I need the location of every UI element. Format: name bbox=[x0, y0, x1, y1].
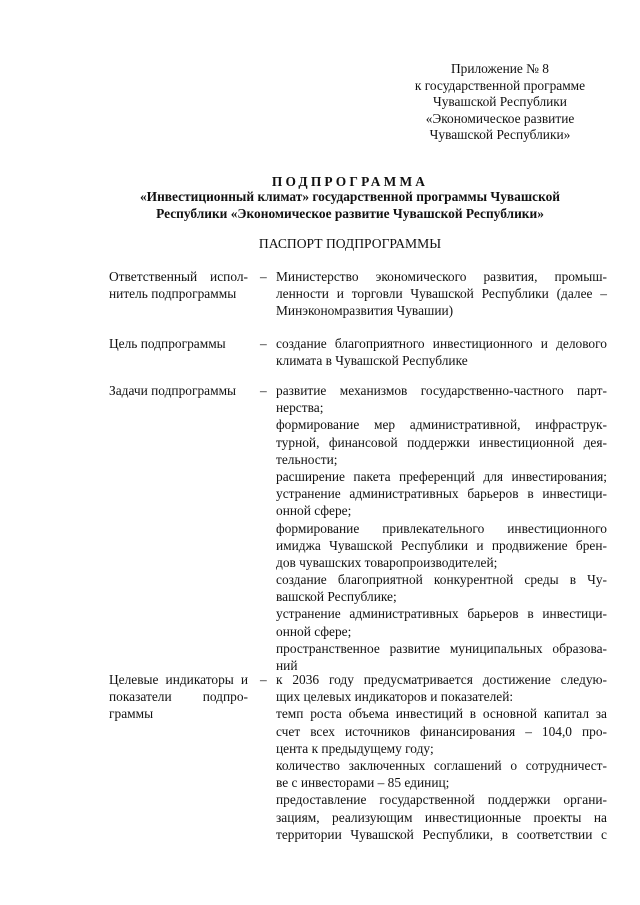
row-label bbox=[109, 268, 248, 302]
annex-line-2: к государственной программе bbox=[414, 77, 586, 93]
content-line: климата в Чувашской Республике bbox=[276, 353, 468, 369]
content-line: пространственное развитие муниципальных образова- bbox=[276, 640, 607, 656]
content-line: дов чувашских товаропроизводителей; bbox=[276, 554, 498, 570]
annex-line-5: Чувашской Республики» bbox=[429, 127, 571, 143]
content-line: имиджа Чувашской Республики и продвижение брен- bbox=[276, 537, 607, 553]
content-line: вашской Республике; bbox=[276, 589, 397, 605]
label-line: нитель подпрограммы bbox=[109, 286, 237, 302]
content-line: турной, финансовой поддержки инвестиционной дея- bbox=[276, 434, 607, 450]
row-content bbox=[276, 335, 607, 369]
content-line: онной сфере; bbox=[276, 503, 352, 519]
content-line: счет всех источников финансирования – 104,0 про- bbox=[276, 723, 607, 739]
content-line: создание благоприятного инвестиционного и делового bbox=[276, 336, 607, 351]
content-line: количество заключенных соглашений о сотрудничест- bbox=[276, 757, 607, 773]
row-content bbox=[276, 382, 607, 674]
row-label bbox=[109, 382, 248, 399]
content-line: тельности; bbox=[276, 451, 338, 467]
content-line: цента к предыдущему году; bbox=[276, 740, 434, 756]
content-line: устранение административных барьеров в инвестици- bbox=[276, 606, 607, 622]
content-line: предоставление государственной поддержки органи- bbox=[276, 792, 607, 808]
row-dash: – bbox=[260, 269, 267, 284]
label-line: граммы bbox=[109, 706, 154, 722]
content-line: Минэкономразвития Чувашии) bbox=[276, 303, 454, 319]
row-content bbox=[276, 268, 607, 320]
row-content bbox=[276, 671, 607, 843]
content-line: расширение пакета преференций для инвестирования; bbox=[276, 468, 607, 484]
annex-line-3: Чувашской Республики bbox=[433, 94, 567, 110]
annex-header bbox=[380, 61, 620, 144]
content-line: Министерство экономического развития, промыш- bbox=[276, 269, 607, 284]
content-line: темп роста объема инвестиций в основной капитал за bbox=[276, 706, 607, 722]
row-dash: – bbox=[260, 672, 267, 687]
content-line: онной сфере; bbox=[276, 623, 352, 639]
content-line: формирование привлекательного инвестиционного bbox=[276, 520, 607, 536]
subprogram-name-line-1: «Инвестиционный климат» государственной программы Чувашской bbox=[139, 189, 561, 204]
content-line: к 2036 году предусматривается достижение следую- bbox=[276, 672, 607, 687]
annex-line-1: Приложение № 8 bbox=[450, 61, 550, 76]
content-line: ве с инвесторами – 85 единиц; bbox=[276, 775, 450, 791]
subprogram-name-line-2: Республики «Экономическое развитие Чувашской Республики» bbox=[156, 206, 544, 221]
passport-title: ПАСПОРТ ПОДПРОГРАММЫ bbox=[258, 236, 442, 251]
content-line: территории Чувашской Республики, в соответствии с bbox=[276, 826, 607, 842]
row-dash: – bbox=[260, 383, 267, 398]
content-line: нерства; bbox=[276, 400, 324, 416]
content-line: формирование мер административной, инфраструк- bbox=[276, 417, 607, 433]
label-line: Цель подпрограммы bbox=[109, 336, 226, 351]
label-line: Целевые индикаторы и bbox=[109, 672, 248, 687]
content-line: ленности и торговли Чувашской Республики (далее – bbox=[276, 286, 607, 302]
label-line: Задачи подпрограммы bbox=[109, 383, 237, 398]
content-line: ний bbox=[276, 658, 298, 673]
row-label bbox=[109, 671, 248, 723]
label-line: показатели подпро- bbox=[109, 689, 248, 705]
label-line: Ответственный испол- bbox=[109, 269, 248, 284]
content-line: щих целевых индикаторов и показателей: bbox=[276, 689, 514, 705]
content-line: развитие механизмов государственно-частного парт- bbox=[276, 383, 607, 398]
row-dash: – bbox=[260, 336, 267, 351]
content-line: зациям, реализующим инвестиционные проекты на bbox=[276, 809, 607, 825]
content-line: создание благоприятной конкурентной среды в Чу- bbox=[276, 572, 607, 588]
content-line: устранение административных барьеров в инвестици- bbox=[276, 486, 607, 502]
subprogram-title: ПОДПРОГРАММА bbox=[271, 174, 429, 189]
annex-line-4: «Экономическое развитие bbox=[425, 110, 575, 126]
row-label bbox=[109, 335, 248, 352]
